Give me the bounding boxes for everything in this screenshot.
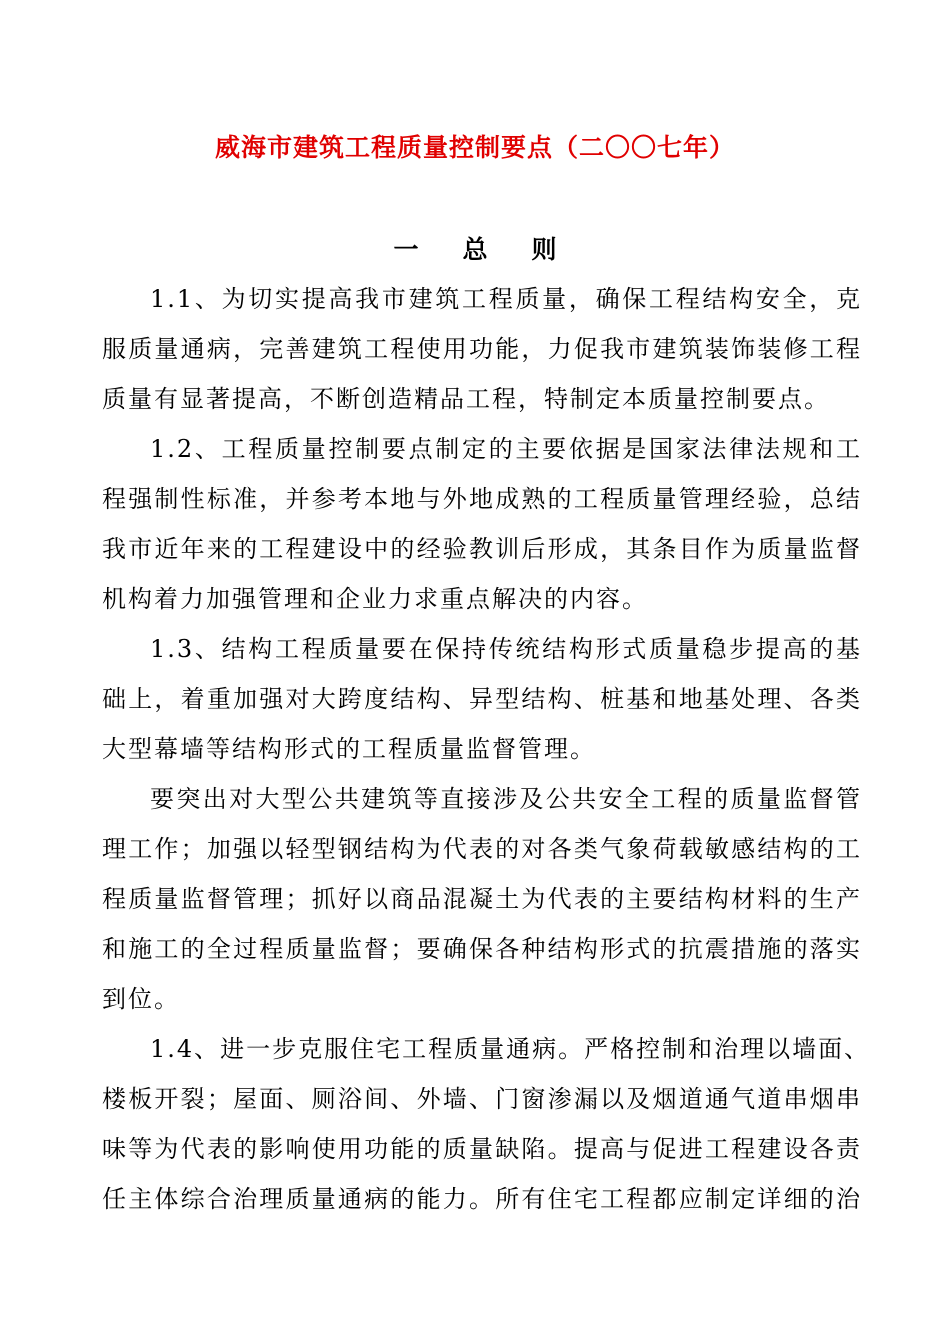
paragraph-1-1-line-3: 质量有显著提高，不断创造精品工程，特制定本质量控制要点。 [102, 385, 830, 413]
paragraph-1-3-line-1: 1.3、结构工程质量要在保持传统结构形式质量稳步提高的基 [150, 635, 862, 663]
paragraph-1-4-line-2: 楼板开裂；屋面、厕浴间、外墙、门窗渗漏以及烟道通气道串烟串 [102, 1085, 862, 1113]
paragraph-1-3b-line-2: 理工作；加强以轻型钢结构为代表的对各类气象荷载敏感结构的工 [102, 835, 862, 863]
paragraph-1-1-line-2: 服质量通病，完善建筑工程使用功能，力促我市建筑装饰装修工程 [102, 335, 862, 363]
paragraph-1-3b-line-4: 和施工的全过程质量监督；要确保各种结构形式的抗震措施的落实 [102, 935, 862, 963]
paragraph-1-3-line-3: 大型幕墙等结构形式的工程质量监督管理。 [102, 735, 596, 763]
paragraph-1-3b-line-5: 到位。 [102, 985, 180, 1013]
paragraph-1-2-line-4: 机构着力加强管理和企业力求重点解决的内容。 [102, 585, 648, 613]
paragraph-1-4-line-3: 味等为代表的影响使用功能的质量缺陷。提高与促进工程建设各责 [102, 1135, 862, 1163]
section-heading: 一总则 [393, 235, 601, 264]
paragraph-1-1-line-1: 1.1、为切实提高我市建筑工程质量，确保工程结构安全，克 [150, 285, 862, 313]
paragraph-1-2-line-2: 程强制性标准，并参考本地与外地成熟的工程质量管理经验，总结 [102, 485, 862, 513]
document-title: 威海市建筑工程质量控制要点（二〇〇七年） [214, 133, 735, 162]
paragraph-1-3-line-2: 础上，着重加强对大跨度结构、异型结构、桩基和地基处理、各类 [102, 685, 862, 713]
paragraph-1-3b-line-3: 程质量监督管理；抓好以商品混凝土为代表的主要结构材料的生产 [102, 885, 862, 913]
paragraph-1-4-line-4: 任主体综合治理质量通病的能力。所有住宅工程都应制定详细的治 [102, 1185, 862, 1213]
paragraph-1-3b-line-1: 要突出对大型公共建筑等直接涉及公共安全工程的质量监督管 [150, 785, 862, 813]
paragraph-1-4-line-1: 1.4、进一步克服住宅工程质量通病。严格控制和治理以墙面、 [150, 1035, 871, 1063]
paragraph-1-2-line-1: 1.2、工程质量控制要点制定的主要依据是国家法律法规和工 [150, 435, 862, 463]
paragraph-1-2-line-3: 我市近年来的工程建设中的经验教训后形成，其条目作为质量监督 [102, 535, 862, 563]
